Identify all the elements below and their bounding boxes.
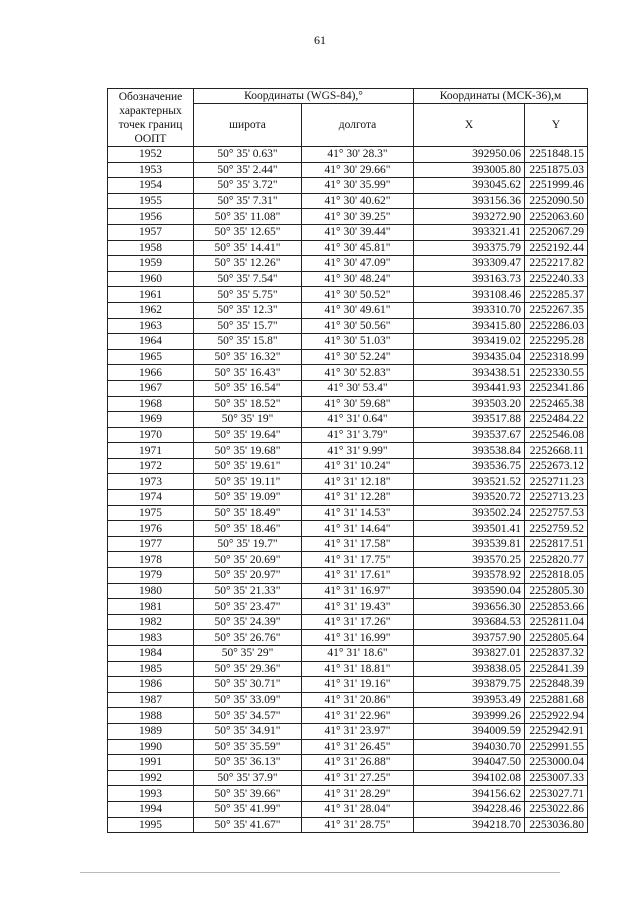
latitude-cell: 50° 35' 19" <box>194 412 302 428</box>
latitude-cell: 50° 35' 16.43" <box>194 365 302 381</box>
x-cell: 394009.59 <box>414 723 525 739</box>
table-row <box>108 178 588 194</box>
longitude-cell: 41° 31' 3.79" <box>302 427 414 443</box>
table-row <box>108 162 588 178</box>
y-cell: 2251875.03 <box>525 162 588 178</box>
point-id-cell: 1956 <box>108 209 194 225</box>
longitude-cell: 41° 31' 26.45" <box>302 739 414 755</box>
table-row <box>108 318 588 334</box>
longitude-cell: 41° 31' 19.43" <box>302 599 414 615</box>
latitude-cell: 50° 35' 29.36" <box>194 661 302 677</box>
latitude-cell: 50° 35' 16.32" <box>194 349 302 365</box>
latitude-cell: 50° 35' 0.63" <box>194 147 302 163</box>
x-cell: 393272.90 <box>414 209 525 225</box>
table-row <box>108 723 588 739</box>
point-id-cell: 1961 <box>108 287 194 303</box>
longitude-cell: 41° 31' 10.24" <box>302 458 414 474</box>
latitude-cell: 50° 35' 26.76" <box>194 630 302 646</box>
table-row <box>108 365 588 381</box>
y-cell: 2251999.46 <box>525 178 588 194</box>
table-row <box>108 302 588 318</box>
latitude-cell: 50° 35' 36.13" <box>194 755 302 771</box>
y-cell: 2252240.33 <box>525 271 588 287</box>
latitude-cell: 50° 35' 35.59" <box>194 739 302 755</box>
x-cell: 393005.80 <box>414 162 525 178</box>
y-cell: 2253027.71 <box>525 786 588 802</box>
latitude-cell: 50° 35' 41.99" <box>194 801 302 817</box>
latitude-cell: 50° 35' 15.7" <box>194 318 302 334</box>
x-cell: 393538.84 <box>414 443 525 459</box>
longitude-cell: 41° 30' 49.61" <box>302 302 414 318</box>
longitude-cell: 41° 31' 14.64" <box>302 521 414 537</box>
table-row <box>108 552 588 568</box>
point-id-cell: 1952 <box>108 147 194 163</box>
y-cell: 2252668.11 <box>525 443 588 459</box>
longitude-cell: 41° 31' 19.16" <box>302 677 414 693</box>
table-row <box>108 708 588 724</box>
y-cell: 2252090.50 <box>525 193 588 209</box>
x-cell: 393441.93 <box>414 380 525 396</box>
y-cell: 2253022.86 <box>525 801 588 817</box>
point-id-cell: 1960 <box>108 271 194 287</box>
x-cell: 393438.51 <box>414 365 525 381</box>
x-cell: 393517.88 <box>414 412 525 428</box>
y-cell: 2252818.05 <box>525 568 588 584</box>
bottom-rule <box>80 872 560 873</box>
longitude-cell: 41° 30' 47.09" <box>302 256 414 272</box>
latitude-cell: 50° 35' 34.91" <box>194 723 302 739</box>
y-cell: 2252217.82 <box>525 256 588 272</box>
latitude-cell: 50° 35' 3.72" <box>194 178 302 194</box>
y-cell: 2252881.68 <box>525 692 588 708</box>
x-cell: 393375.79 <box>414 240 525 256</box>
table-row <box>108 630 588 646</box>
table-row <box>108 770 588 786</box>
y-cell: 2252063.60 <box>525 209 588 225</box>
x-cell: 393156.36 <box>414 193 525 209</box>
x-cell: 393590.04 <box>414 583 525 599</box>
x-cell: 393520.72 <box>414 490 525 506</box>
latitude-cell: 50° 35' 24.39" <box>194 614 302 630</box>
y-cell: 2252922.94 <box>525 708 588 724</box>
longitude-cell: 41° 31' 26.88" <box>302 755 414 771</box>
x-cell: 393684.53 <box>414 614 525 630</box>
y-cell: 2252330.55 <box>525 365 588 381</box>
y-cell: 2252853.66 <box>525 599 588 615</box>
table-row <box>108 583 588 599</box>
table-row <box>108 801 588 817</box>
point-id-cell: 1983 <box>108 630 194 646</box>
longitude-cell: 41° 30' 35.99" <box>302 178 414 194</box>
point-id-cell: 1957 <box>108 224 194 240</box>
x-cell: 393536.75 <box>414 458 525 474</box>
x-cell: 393521.52 <box>414 474 525 490</box>
point-id-cell: 1986 <box>108 677 194 693</box>
latitude-cell: 50° 35' 18.52" <box>194 396 302 412</box>
y-cell: 2252285.37 <box>525 287 588 303</box>
latitude-cell: 50° 35' 34.57" <box>194 708 302 724</box>
point-id-cell: 1966 <box>108 365 194 381</box>
header-longitude: долгота <box>302 104 414 147</box>
y-cell: 2252805.64 <box>525 630 588 646</box>
table-row <box>108 287 588 303</box>
header-wgs84: Координаты (WGS-84),° <box>194 89 414 104</box>
y-cell: 2252942.91 <box>525 723 588 739</box>
y-cell: 2252546.08 <box>525 427 588 443</box>
latitude-cell: 50° 35' 11.08" <box>194 209 302 225</box>
x-cell: 394218.70 <box>414 817 525 833</box>
point-id-cell: 1975 <box>108 505 194 521</box>
longitude-cell: 41° 31' 12.18" <box>302 474 414 490</box>
table-row <box>108 521 588 537</box>
x-cell: 393999.26 <box>414 708 525 724</box>
point-id-cell: 1984 <box>108 646 194 662</box>
point-id-cell: 1985 <box>108 661 194 677</box>
y-cell: 2252673.12 <box>525 458 588 474</box>
y-cell: 2252465.38 <box>525 396 588 412</box>
point-id-cell: 1967 <box>108 380 194 396</box>
y-cell: 2252837.32 <box>525 646 588 662</box>
point-id-cell: 1978 <box>108 552 194 568</box>
table-row <box>108 334 588 350</box>
longitude-cell: 41° 30' 48.24" <box>302 271 414 287</box>
page-number: 61 <box>314 33 326 47</box>
longitude-cell: 41° 31' 17.61" <box>302 568 414 584</box>
longitude-cell: 41° 30' 52.24" <box>302 349 414 365</box>
header-msk36: Координаты (МСК-36),м <box>414 89 588 104</box>
point-id-cell: 1970 <box>108 427 194 443</box>
table-row <box>108 474 588 490</box>
table-row <box>108 505 588 521</box>
table-row <box>108 396 588 412</box>
y-cell: 2252848.39 <box>525 677 588 693</box>
table-row <box>108 817 588 833</box>
latitude-cell: 50° 35' 19.68" <box>194 443 302 459</box>
table-row <box>108 692 588 708</box>
latitude-cell: 50° 35' 12.65" <box>194 224 302 240</box>
table-row <box>108 599 588 615</box>
point-id-cell: 1968 <box>108 396 194 412</box>
x-cell: 394102.08 <box>414 770 525 786</box>
point-id-cell: 1964 <box>108 334 194 350</box>
y-cell: 2252192.44 <box>525 240 588 256</box>
x-cell: 393537.67 <box>414 427 525 443</box>
latitude-cell: 50° 35' 18.46" <box>194 521 302 537</box>
latitude-cell: 50° 35' 30.71" <box>194 677 302 693</box>
x-cell: 393415.80 <box>414 318 525 334</box>
longitude-cell: 41° 31' 17.75" <box>302 552 414 568</box>
y-cell: 2252067.29 <box>525 224 588 240</box>
point-id-cell: 1992 <box>108 770 194 786</box>
longitude-cell: 41° 31' 9.99" <box>302 443 414 459</box>
y-cell: 2252711.23 <box>525 474 588 490</box>
point-id-cell: 1982 <box>108 614 194 630</box>
longitude-cell: 41° 30' 59.68" <box>302 396 414 412</box>
longitude-cell: 41° 31' 28.29" <box>302 786 414 802</box>
latitude-cell: 50° 35' 20.69" <box>194 552 302 568</box>
latitude-cell: 50° 35' 41.67" <box>194 817 302 833</box>
y-cell: 2252817.51 <box>525 536 588 552</box>
y-cell: 2252841.39 <box>525 661 588 677</box>
latitude-cell: 50° 35' 29" <box>194 646 302 662</box>
latitude-cell: 50° 35' 21.33" <box>194 583 302 599</box>
y-cell: 2252757.53 <box>525 505 588 521</box>
x-cell: 393570.25 <box>414 552 525 568</box>
latitude-cell: 50° 35' 19.09" <box>194 490 302 506</box>
table-row <box>108 209 588 225</box>
x-cell: 393879.75 <box>414 677 525 693</box>
y-cell: 2252295.28 <box>525 334 588 350</box>
x-cell: 393838.05 <box>414 661 525 677</box>
x-cell: 393045.62 <box>414 178 525 194</box>
table-row <box>108 458 588 474</box>
longitude-cell: 41° 31' 16.97" <box>302 583 414 599</box>
longitude-cell: 41° 30' 45.81" <box>302 240 414 256</box>
longitude-cell: 41° 31' 27.25" <box>302 770 414 786</box>
x-cell: 393827.01 <box>414 646 525 662</box>
latitude-cell: 50° 35' 23.47" <box>194 599 302 615</box>
latitude-cell: 50° 35' 7.54" <box>194 271 302 287</box>
point-id-cell: 1988 <box>108 708 194 724</box>
longitude-cell: 41° 30' 39.25" <box>302 209 414 225</box>
latitude-cell: 50° 35' 2.44" <box>194 162 302 178</box>
point-id-cell: 1963 <box>108 318 194 334</box>
point-id-cell: 1974 <box>108 490 194 506</box>
x-cell: 394047.50 <box>414 755 525 771</box>
point-id-cell: 1994 <box>108 801 194 817</box>
latitude-cell: 50° 35' 15.8" <box>194 334 302 350</box>
table-row <box>108 224 588 240</box>
point-id-cell: 1955 <box>108 193 194 209</box>
longitude-cell: 41° 31' 0.64" <box>302 412 414 428</box>
longitude-cell: 41° 31' 22.96" <box>302 708 414 724</box>
table-row <box>108 661 588 677</box>
latitude-cell: 50° 35' 37.9" <box>194 770 302 786</box>
coordinates-table <box>107 88 588 833</box>
table-row <box>108 193 588 209</box>
table-row <box>108 256 588 272</box>
y-cell: 2252805.30 <box>525 583 588 599</box>
y-cell: 2252991.55 <box>525 739 588 755</box>
y-cell: 2253036.80 <box>525 817 588 833</box>
point-id-cell: 1987 <box>108 692 194 708</box>
point-id-cell: 1965 <box>108 349 194 365</box>
y-cell: 2252286.03 <box>525 318 588 334</box>
table-row <box>108 677 588 693</box>
table-row <box>108 786 588 802</box>
x-cell: 393419.02 <box>414 334 525 350</box>
point-id-cell: 1981 <box>108 599 194 615</box>
latitude-cell: 50° 35' 39.66" <box>194 786 302 802</box>
point-id-cell: 1980 <box>108 583 194 599</box>
point-id-cell: 1953 <box>108 162 194 178</box>
x-cell: 393310.70 <box>414 302 525 318</box>
longitude-cell: 41° 31' 17.26" <box>302 614 414 630</box>
point-id-cell: 1995 <box>108 817 194 833</box>
table-row <box>108 490 588 506</box>
longitude-cell: 41° 31' 28.75" <box>302 817 414 833</box>
x-cell: 394030.70 <box>414 739 525 755</box>
point-id-cell: 1959 <box>108 256 194 272</box>
latitude-cell: 50° 35' 14.41" <box>194 240 302 256</box>
longitude-cell: 41° 30' 39.44" <box>302 224 414 240</box>
y-cell: 2252811.04 <box>525 614 588 630</box>
table-row <box>108 240 588 256</box>
latitude-cell: 50° 35' 19.64" <box>194 427 302 443</box>
y-cell: 2252318.99 <box>525 349 588 365</box>
table-row <box>108 646 588 662</box>
longitude-cell: 41° 30' 29.66" <box>302 162 414 178</box>
y-cell: 2253000.04 <box>525 755 588 771</box>
point-id-cell: 1972 <box>108 458 194 474</box>
table-row <box>108 568 588 584</box>
table-row <box>108 443 588 459</box>
header-y: Y <box>525 104 588 147</box>
table-row <box>108 739 588 755</box>
x-cell: 394228.46 <box>414 801 525 817</box>
header-x: X <box>414 104 525 147</box>
longitude-cell: 41° 31' 18.81" <box>302 661 414 677</box>
latitude-cell: 50° 35' 7.31" <box>194 193 302 209</box>
x-cell: 393656.30 <box>414 599 525 615</box>
point-id-cell: 1958 <box>108 240 194 256</box>
table-row <box>108 412 588 428</box>
longitude-cell: 41° 31' 12.28" <box>302 490 414 506</box>
x-cell: 393502.24 <box>414 505 525 521</box>
latitude-cell: 50° 35' 19.61" <box>194 458 302 474</box>
latitude-cell: 50° 35' 12.3" <box>194 302 302 318</box>
y-cell: 2253007.33 <box>525 770 588 786</box>
table-row <box>108 271 588 287</box>
x-cell: 393503.20 <box>414 396 525 412</box>
table-body <box>108 147 588 833</box>
point-id-cell: 1993 <box>108 786 194 802</box>
x-cell: 393578.92 <box>414 568 525 584</box>
point-id-cell: 1991 <box>108 755 194 771</box>
longitude-cell: 41° 31' 17.58" <box>302 536 414 552</box>
y-cell: 2251848.15 <box>525 147 588 163</box>
y-cell: 2252820.77 <box>525 552 588 568</box>
longitude-cell: 41° 30' 40.62" <box>302 193 414 209</box>
header-latitude: широта <box>194 104 302 147</box>
x-cell: 393501.41 <box>414 521 525 537</box>
y-cell: 2252484.22 <box>525 412 588 428</box>
header-point-designation: Обозначение характерных точек границ ООПТ <box>108 89 194 147</box>
point-id-cell: 1971 <box>108 443 194 459</box>
x-cell: 393163.73 <box>414 271 525 287</box>
x-cell: 393539.81 <box>414 536 525 552</box>
longitude-cell: 41° 30' 28.3" <box>302 147 414 163</box>
point-id-cell: 1990 <box>108 739 194 755</box>
longitude-cell: 41° 30' 50.52" <box>302 287 414 303</box>
x-cell: 393435.04 <box>414 349 525 365</box>
y-cell: 2252341.86 <box>525 380 588 396</box>
longitude-cell: 41° 31' 14.53" <box>302 505 414 521</box>
point-id-cell: 1962 <box>108 302 194 318</box>
longitude-cell: 41° 31' 16.99" <box>302 630 414 646</box>
latitude-cell: 50° 35' 18.49" <box>194 505 302 521</box>
latitude-cell: 50° 35' 12.26" <box>194 256 302 272</box>
x-cell: 393108.46 <box>414 287 525 303</box>
longitude-cell: 41° 31' 18.6" <box>302 646 414 662</box>
table-row <box>108 147 588 163</box>
point-id-cell: 1954 <box>108 178 194 194</box>
y-cell: 2252713.23 <box>525 490 588 506</box>
longitude-cell: 41° 30' 51.03" <box>302 334 414 350</box>
x-cell: 394156.62 <box>414 786 525 802</box>
latitude-cell: 50° 35' 5.75" <box>194 287 302 303</box>
latitude-cell: 50° 35' 19.7" <box>194 536 302 552</box>
longitude-cell: 41° 30' 52.83" <box>302 365 414 381</box>
y-cell: 2252759.52 <box>525 521 588 537</box>
point-id-cell: 1969 <box>108 412 194 428</box>
table-row <box>108 349 588 365</box>
x-cell: 393757.90 <box>414 630 525 646</box>
table-row <box>108 380 588 396</box>
point-id-cell: 1976 <box>108 521 194 537</box>
x-cell: 393309.47 <box>414 256 525 272</box>
longitude-cell: 41° 31' 28.04" <box>302 801 414 817</box>
x-cell: 392950.06 <box>414 147 525 163</box>
latitude-cell: 50° 35' 20.97" <box>194 568 302 584</box>
x-cell: 393321.41 <box>414 224 525 240</box>
table-row <box>108 427 588 443</box>
latitude-cell: 50° 35' 16.54" <box>194 380 302 396</box>
point-id-cell: 1979 <box>108 568 194 584</box>
longitude-cell: 41° 30' 53.4" <box>302 380 414 396</box>
latitude-cell: 50° 35' 19.11" <box>194 474 302 490</box>
latitude-cell: 50° 35' 33.09" <box>194 692 302 708</box>
table-row <box>108 536 588 552</box>
longitude-cell: 41° 31' 20.86" <box>302 692 414 708</box>
x-cell: 393953.49 <box>414 692 525 708</box>
longitude-cell: 41° 30' 50.56" <box>302 318 414 334</box>
y-cell: 2252267.35 <box>525 302 588 318</box>
point-id-cell: 1973 <box>108 474 194 490</box>
table-row <box>108 755 588 771</box>
table-row <box>108 614 588 630</box>
point-id-cell: 1977 <box>108 536 194 552</box>
point-id-cell: 1989 <box>108 723 194 739</box>
longitude-cell: 41° 31' 23.97" <box>302 723 414 739</box>
